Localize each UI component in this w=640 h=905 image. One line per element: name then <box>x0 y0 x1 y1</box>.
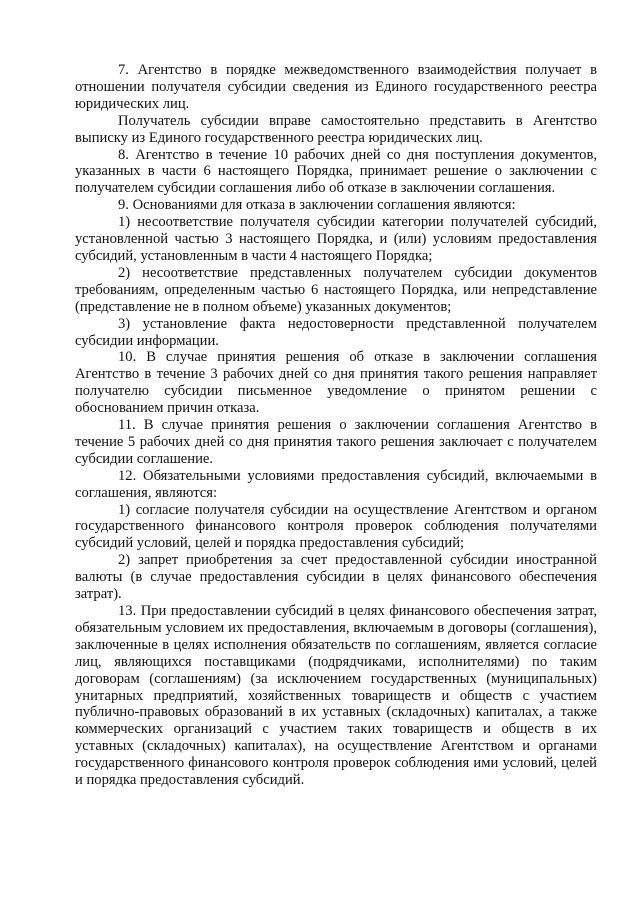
paragraph-9-item-1: 1) несоответствие получателя субсидии категории получателей субсидий, установленной частью 3 настоящего Порядка, и (или) условиям предоставления субсидий, установленным в части 4 настоящего Порядка; <box>75 214 597 264</box>
paragraph-7: 7. Агентство в порядке межведомственного взаимодействия получает в отношении получателя субсидии сведения из Единого государственного реестра юридических лиц. <box>75 62 597 112</box>
paragraph-9-item-3: 3) установление факта недостоверности представленной получателем субсидии информации. <box>75 315 597 349</box>
paragraph-9-item-2: 2) несоответствие представленных получателем субсидии документов требованиям, определенным частью 6 настоящего Порядка, или непредставление (представление не в полном объеме) указанных документов; <box>75 264 597 315</box>
paragraph-12-item-2: 2) запрет приобретения за счет предоставленной субсидии иностранной валюты (в случае предоставления субсидии в целях финансового обеспечения затрат). <box>75 552 597 603</box>
paragraph-12-item-1: 1) согласие получателя субсидии на осуществление Агентством и органом государственного финансового контроля проверок соблюдения получателями субсидий условий, целей и порядка предоставления субсидий; <box>75 501 597 552</box>
paragraph-12: 12. Обязательными условиями предоставления субсидий, включаемыми в соглашения, являются: <box>75 467 597 501</box>
paragraph-9: 9. Основаниями для отказа в заключении соглашения являются: <box>118 197 516 214</box>
paragraph-7-extract: Получатель субсидии вправе самостоятельно представить в Агентство выписку из Единого государственного реестра юридических лиц. <box>75 112 597 146</box>
paragraph-8: 8. Агентство в течение 10 рабочих дней со дня поступления документов, указанных в части 6 настоящего Порядка, принимает решение о заключении с получателем субсидии соглашения либо об отказе в заключении соглашения. <box>75 146 597 197</box>
document-body <box>75 62 597 789</box>
paragraph-10: 10. В случае принятия решения об отказе в заключении соглашения Агентство в течение 3 рабочих дней со дня принятия такого решения направляет получателю субсидии письменное уведомление о принятом решении с обоснованием причин отказа. <box>75 349 597 417</box>
paragraph-11: 11. В случае принятия решения о заключении соглашения Агентство в течение 5 рабочих дней со дня принятия такого решения заключает с получателем субсидии соглашение. <box>75 417 597 467</box>
paragraph-13: 13. При предоставлении субсидий в целях финансового обеспечения затрат, обязательным условием их предоставления, включаемым в договоры (соглашения), заключенные в целях исполнения обязательств по соглашениям, является согласие лиц, являющихся поставщиками (подрядчиками, исполнителями) по таким договорам (соглашениям) (за исключением государственных (муниципальных) унитарных предприятий, хозяйственных товариществ и обществ с участием публично-правовых образований в их уставных (складочных) капиталах, а также коммерческих организаций с участием таких товариществ и обществ в их уставных (складочных) капиталах), на осуществление Агентством и органами государственного финансового контроля проверок соблюдения ими условий, целей и порядка предоставления субсидий. <box>75 603 597 789</box>
